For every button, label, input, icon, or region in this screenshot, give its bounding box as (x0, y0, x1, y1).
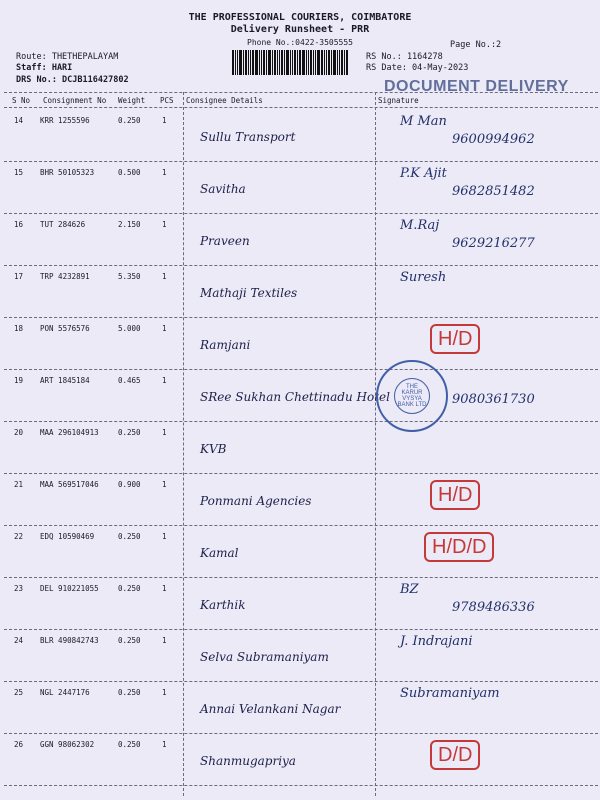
row-sno: 25 (14, 688, 24, 697)
barcode-bar (286, 50, 289, 75)
row-divider (4, 577, 598, 578)
col-sno: S No (12, 96, 31, 105)
row-signature-hd: H/D (430, 324, 480, 354)
column-divider-consignee (183, 92, 184, 796)
row-divider (4, 681, 598, 682)
barcode-bar (294, 50, 296, 75)
barcode-bar (250, 50, 251, 75)
row-pcs: 1 (162, 168, 167, 177)
barcode-bar (344, 50, 345, 75)
barcode (232, 50, 360, 75)
barcode-bar (302, 50, 305, 75)
row-weight: 0.250 (118, 428, 141, 437)
barcode-bar (255, 50, 258, 75)
row-signature: Suresh (400, 270, 447, 285)
row-consignment: NGL 2447176 (40, 688, 90, 697)
row-sno: 19 (14, 376, 24, 385)
bank-seal-text: THE KARUR VYSYA BANK LTD (394, 378, 430, 414)
row-sno: 16 (14, 220, 24, 229)
row-sno: 22 (14, 532, 24, 541)
row-signature-hd: H/D/D (424, 532, 494, 562)
barcode-bar (346, 50, 348, 75)
row-consignee: Shanmugapriya (200, 754, 296, 768)
column-divider-signature (375, 92, 376, 796)
row-divider (4, 161, 598, 162)
row-divider (4, 265, 598, 266)
row-weight: 0.250 (118, 532, 141, 541)
row-signature-hd: D/D (430, 740, 480, 770)
row-consignment: PON 5576576 (40, 324, 90, 333)
barcode-bar (248, 50, 249, 75)
barcode-bar (313, 50, 314, 75)
row-divider (4, 525, 598, 526)
row-sno: 15 (14, 168, 24, 177)
row-consignment: EDQ 10590469 (40, 532, 95, 541)
row-signature-hd: H/D (430, 480, 480, 510)
row-divider (4, 629, 598, 630)
row-consignee: Ramjani (200, 338, 251, 352)
row-sno: 17 (14, 272, 24, 281)
row-consignee: Karthik (200, 598, 246, 612)
row-consignee: Savitha (200, 182, 246, 196)
rs-date: RS Date: 04-May-2023 (366, 63, 469, 73)
row-consignee: Sullu Transport (200, 130, 296, 144)
row-consignment: BHR 50105323 (40, 168, 95, 177)
barcode-bar (306, 50, 307, 75)
col-consignment: Consignment No (43, 96, 107, 105)
row-divider (4, 785, 598, 786)
barcode-bar (292, 50, 293, 75)
row-signature: P.K Ajit (400, 166, 447, 181)
barcode-bar (326, 50, 327, 75)
row-weight: 0.250 (118, 584, 141, 593)
row-consignment: DEL 910221055 (40, 584, 99, 593)
barcode-bar (331, 50, 332, 75)
barcode-bar (266, 50, 267, 75)
row-pcs: 1 (162, 636, 167, 645)
barcode-bar (321, 50, 323, 75)
row-signature: BZ (400, 582, 419, 597)
row-pcs: 1 (162, 740, 167, 749)
row-weight: 0.250 (118, 636, 141, 645)
barcode-bar (272, 50, 273, 75)
row-weight: 0.250 (118, 688, 141, 697)
barcode-bar (308, 50, 309, 75)
row-divider (4, 733, 598, 734)
barcode-bar (259, 50, 260, 75)
col-signature: Signature (378, 96, 419, 105)
row-phone: 9080361730 (452, 392, 535, 407)
runsheet-subtitle: Delivery Runsheet - PRR (230, 24, 370, 35)
row-sno: 20 (14, 428, 24, 437)
row-consignee: Annai Velankani Nagar (200, 702, 341, 716)
barcode-bar (279, 50, 280, 75)
row-consignee: Ponmani Agencies (200, 494, 312, 508)
barcode-bar (297, 50, 298, 75)
bank-seal (376, 360, 448, 432)
row-pcs: 1 (162, 272, 167, 281)
row-divider (4, 421, 598, 422)
barcode-bar (328, 50, 330, 75)
row-pcs: 1 (162, 428, 167, 437)
barcode-bar (274, 50, 276, 75)
row-sno: 18 (14, 324, 24, 333)
row-phone: 9600994962 (452, 132, 535, 147)
row-signature: Subramaniyam (400, 686, 500, 701)
row-phone: 9789486336 (452, 600, 535, 615)
barcode-bar (341, 50, 343, 75)
row-pcs: 1 (162, 480, 167, 489)
row-divider (4, 369, 598, 370)
row-consignee: KVB (200, 442, 227, 456)
row-sno: 14 (14, 116, 24, 125)
row-sno: 23 (14, 584, 24, 593)
col-weight: Weight (118, 96, 146, 105)
row-consignee: Mathaji Textiles (200, 286, 298, 300)
barcode-bar (310, 50, 312, 75)
row-phone: 9682851482 (452, 184, 535, 199)
barcode-bar (284, 50, 285, 75)
row-sno: 26 (14, 740, 24, 749)
barcode-bar (252, 50, 254, 75)
barcode-bar (237, 50, 238, 75)
row-consignment: BLR 490842743 (40, 636, 99, 645)
barcode-bar (315, 50, 316, 75)
row-consignment: MAA 296104913 (40, 428, 99, 437)
row-weight: 5.350 (118, 272, 141, 281)
row-sno: 21 (14, 480, 24, 489)
row-consignment: MAA 569517046 (40, 480, 99, 489)
barcode-bar (290, 50, 291, 75)
document-delivery-stamp: DOCUMENT DELIVERY (384, 78, 569, 95)
row-signature: J. Indrajani (400, 634, 473, 649)
col-consignee: Consignee Details (186, 96, 263, 105)
row-signature: M.Raj (400, 218, 440, 233)
barcode-bar (268, 50, 271, 75)
row-weight: 0.465 (118, 376, 141, 385)
row-weight: 0.500 (118, 168, 141, 177)
row-sno: 24 (14, 636, 24, 645)
row-pcs: 1 (162, 688, 167, 697)
barcode-bar (261, 50, 262, 75)
row-consignment: ART 1845184 (40, 376, 90, 385)
row-consignment: KRR 1255596 (40, 116, 90, 125)
row-divider (4, 473, 598, 474)
row-weight: 5.000 (118, 324, 141, 333)
row-signature: M Man (400, 114, 447, 129)
page-number: Page No.:2 (450, 40, 502, 50)
row-pcs: 1 (162, 584, 167, 593)
barcode-bar (245, 50, 247, 75)
row-consignee: Kamal (200, 546, 239, 560)
row-consignment: TUT 284626 (40, 220, 86, 229)
header-top-rule (4, 92, 598, 93)
row-weight: 0.900 (118, 480, 141, 489)
barcode-bar (337, 50, 338, 75)
col-pcs: PCS (160, 96, 174, 105)
row-pcs: 1 (162, 220, 167, 229)
row-pcs: 1 (162, 116, 167, 125)
row-consignment: TRP 4232891 (40, 272, 90, 281)
barcode-bar (281, 50, 283, 75)
barcode-bar (235, 50, 236, 75)
barcode-bar (339, 50, 340, 75)
drs-number: DRS No.: DCJB116427802 (16, 75, 129, 85)
barcode-bar (239, 50, 242, 75)
barcode-bar (277, 50, 278, 75)
barcode-bar (263, 50, 265, 75)
row-divider (4, 213, 598, 214)
barcode-bar (324, 50, 325, 75)
barcode-bar (333, 50, 336, 75)
company-title: THE PROFESSIONAL COURIERS, COIMBATORE (188, 12, 412, 23)
row-divider (4, 317, 598, 318)
route-label: Route: THETHEPALAYAM (16, 52, 119, 62)
row-pcs: 1 (162, 532, 167, 541)
row-weight: 2.150 (118, 220, 141, 229)
barcode-bar (243, 50, 244, 75)
row-phone: 9629216277 (452, 236, 535, 251)
row-pcs: 1 (162, 324, 167, 333)
row-pcs: 1 (162, 376, 167, 385)
row-weight: 0.250 (118, 116, 141, 125)
row-consignee: Selva Subramaniyam (200, 650, 329, 664)
row-weight: 0.250 (118, 740, 141, 749)
row-consignee: SRee Sukhan Chettinadu Hotel (200, 390, 390, 404)
barcode-bar (299, 50, 301, 75)
header-bottom-rule (4, 107, 598, 108)
row-consignment: GGN 98062302 (40, 740, 95, 749)
rs-number: RS No.: 1164278 (366, 52, 443, 62)
row-consignee: Praveen (200, 234, 250, 248)
staff-label: Staff: HARI (16, 63, 73, 73)
barcode-bar (317, 50, 320, 75)
barcode-bar (232, 50, 234, 75)
phone-number: Phone No.:0422-3505555 (247, 38, 353, 47)
